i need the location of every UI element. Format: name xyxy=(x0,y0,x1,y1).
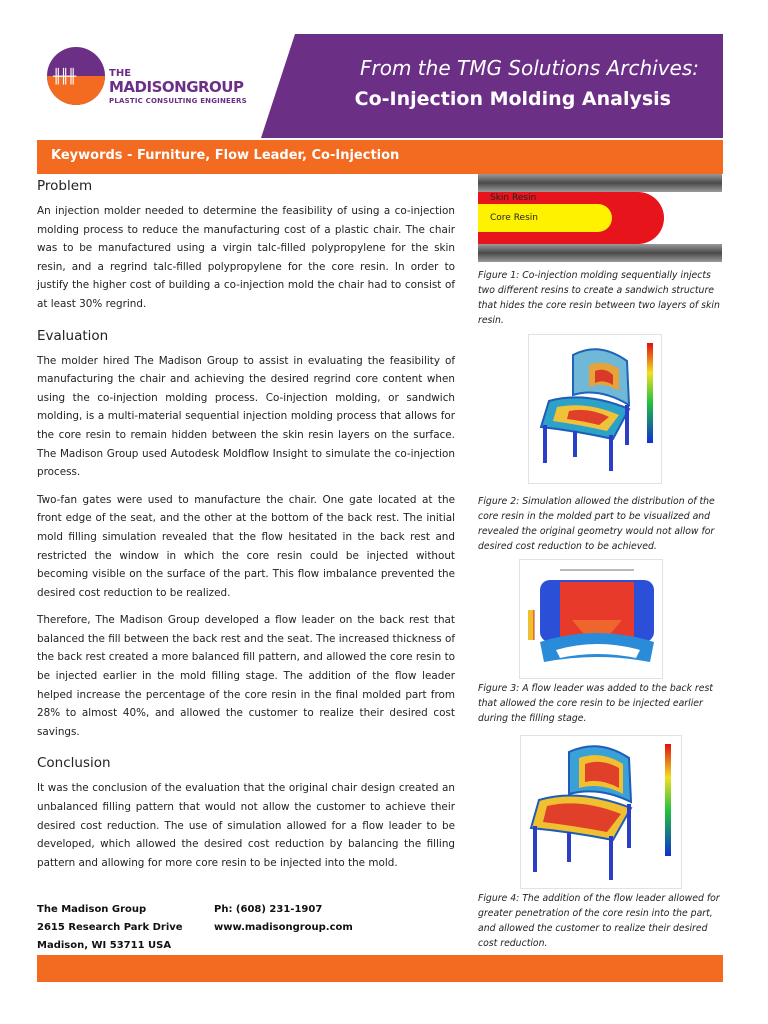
skin-resin-label: Skin Resin xyxy=(490,193,537,203)
header-subtitle: From the TMG Solutions Archives: xyxy=(360,56,699,80)
keywords-text: Keywords - Furniture, Flow Leader, Co-Injection xyxy=(51,148,400,163)
problem-heading: Problem xyxy=(37,178,93,194)
conclusion-text: It was the conclusion of the evaluation that the original chair design created an unbalanced filling pattern that would not allow the customer to achieve their desired cost reduction. The use of simulation allowed for a flow leader to be developed, which allowed the desired cost reduction by balancing the filling pattern and allowing for more core resin to be injected into the mold. xyxy=(37,782,455,869)
figure-1-sandwich-diagram xyxy=(478,174,722,262)
street-address: 2615 Research Park Drive xyxy=(37,922,183,933)
footer-bar xyxy=(37,955,723,982)
figure-2-caption: Figure 2: Simulation allowed the distribution of the core resin in the molded part to be visualized and revealed the original geometry would not allow for desired cost reduction to be achieved. xyxy=(478,496,715,552)
contact-block xyxy=(214,901,353,937)
header-banner xyxy=(37,34,723,138)
address-block xyxy=(37,901,183,955)
website-link[interactable]: www.madisongroup.com xyxy=(214,922,353,933)
logo-mark-icon: ╫╫╫ xyxy=(47,47,105,105)
conclusion-heading: Conclusion xyxy=(37,755,111,772)
figure-4-chair-simulation xyxy=(520,735,682,889)
main-column xyxy=(37,178,455,881)
problem-text: An injection molder needed to determine the feasibility of using a co-injection molding process to reduce the manufacturing cost of a plastic chair. The chair was to be manufactured using a virgin talc-filled polypropylene for the skin resin, and a regrind talc-filled polypropylene for the core resin. In order to justify the higher cost of building a co-injection mold the chair had to consist of at least 30% regrind. xyxy=(37,205,455,310)
figure-4-caption: Figure 4: The addition of the flow leader allowed for greater penetration of the core resin into the part, and allowed the customer to realize their desired cost reduction. xyxy=(478,893,720,949)
figure-2-chair-simulation xyxy=(528,334,662,484)
evaluation-paragraph-3: Therefore, The Madison Group developed a flow leader on the back rest that balanced the fill between the back rest and the seat. The increased thickness of the back rest created a more balanced fill pattern, and allowed the core resin to be injected earlier in the mold filling stage. The addition of the flow leader helped increase the percentage of the core resin in the final molded part from 28% to almost 40%, and allowed the customer to realize their desired cost savings. xyxy=(37,614,455,738)
keywords-bar xyxy=(37,140,723,174)
company-name: The Madison Group xyxy=(37,904,147,915)
logo-name: MADISONGROUP xyxy=(109,78,244,96)
phone-number: Ph: (608) 231-1907 xyxy=(214,904,323,915)
figure-3-caption: Figure 3: A flow leader was added to the back rest that allowed the core resin to be injected earlier during the filling stage. xyxy=(478,683,713,724)
page-title: Co-Injection Molding Analysis xyxy=(354,88,671,110)
figure-1-caption: Figure 1: Co-injection molding sequentially injects two different resins to create a sandwich structure that hides the core resin between two layers of skin resin. xyxy=(478,270,720,326)
core-resin-label: Core Resin xyxy=(490,213,538,223)
city-address: Madison, WI 53711 USA xyxy=(37,940,172,951)
figure-3-flow-leader-diagram xyxy=(519,559,663,679)
evaluation-heading: Evaluation xyxy=(37,327,109,344)
evaluation-paragraph-1: The molder hired The Madison Group to assist in evaluating the feasibility of manufacturing the chair and achieving the desired regrind core content when using the co-injection molding process. Co-injection molding, or sandwich molding, is a multi-material sequential injection molding process that allows for the core resin to remain hidden between the skin resin layers on the surface. The Madison Group used Autodesk Moldflow Insight to simulate the co-injection process. xyxy=(37,354,455,479)
logo-subtitle: PLASTIC CONSULTING ENGINEERS xyxy=(109,97,247,105)
logo xyxy=(37,34,261,138)
evaluation-paragraph-2: Two-fan gates were used to manufacture the chair. One gate located at the front edge of the seat, and the other at the bottom of the back rest. The initial mold filling simulation revealed that the flow hesitated in the back rest and restricted the window in which the core resin could be injected without becoming visible on the surface of the part. This flow imbalance prevented the desired cost reduction to be realized. xyxy=(37,493,455,599)
logo-the: THE xyxy=(109,68,132,79)
